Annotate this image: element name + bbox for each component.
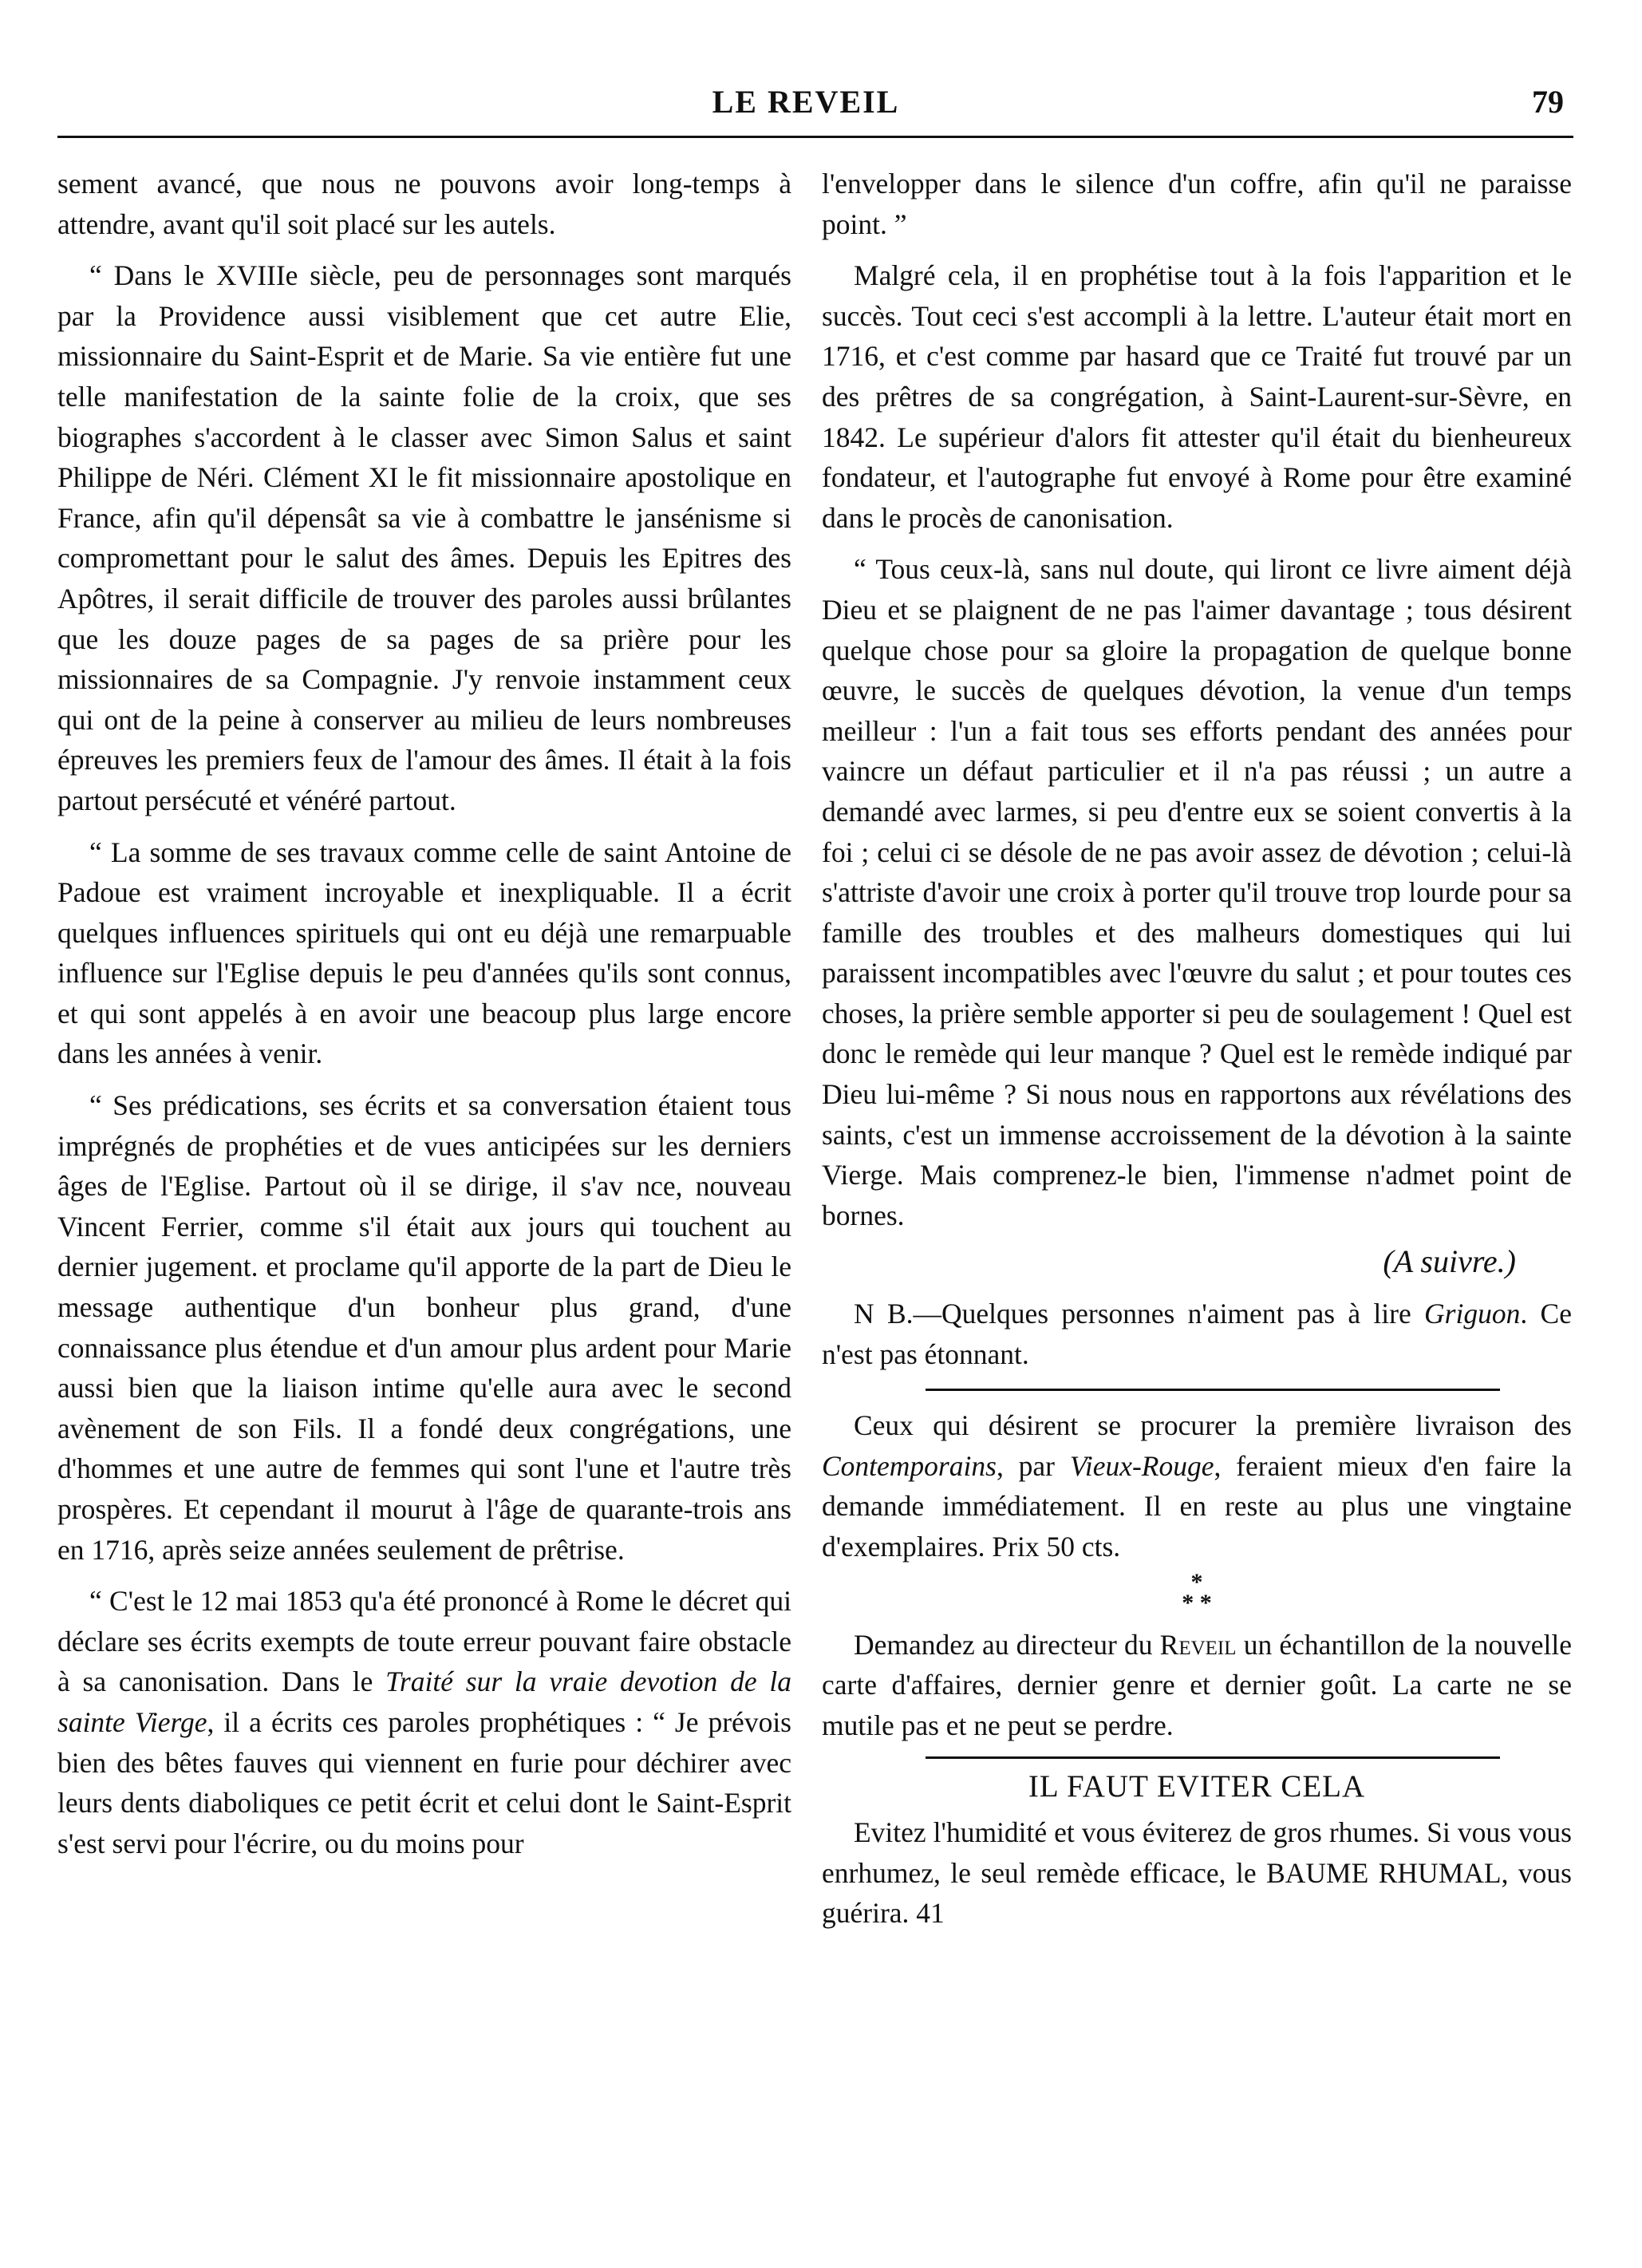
page-header (48, 77, 1564, 124)
text-run: “ C'est le 12 mai 1853 qu'a été prononcé à Rome le décret qui déclare ses écrits exempts de toute erreur pouvant faire obstacle à sa canonisation. Dans le (57, 1585, 791, 1698)
text-run: . Ce n'est pas étonnant. (822, 1298, 1572, 1370)
notice-carte-affaires (822, 1625, 1572, 1746)
text-run: N B.—Quelques personnes n'aiment pas à lire (854, 1298, 1425, 1330)
header-rule (57, 136, 1573, 138)
author-name: Vieux-Rouge (1069, 1449, 1214, 1482)
text-run: , feraient mieux d'en faire la demande immédiatement. Il en reste au plus une vingtaine d'exemplaires. Prix 50 cts. (822, 1449, 1572, 1563)
text-run: Demandez au directeur du (854, 1628, 1160, 1661)
asterism: * * * (1182, 1568, 1212, 1616)
journal-name: Reveil (1159, 1628, 1237, 1661)
ad-title: IL FAUT EVITER CELA (1028, 1769, 1366, 1804)
text-run: , par (996, 1449, 1070, 1482)
paragraph: “ Tous ceux-là, sans nul doute, qui liront ce livre aiment déjà Dieu et se plaignent de ne pas l'aimer davantage ; tous désirent quelque chose pour sa gloire la propagation de quelque bonne œuvre, le succès de quelques dévotion, la venue d'un temps meilleur : l'un a fait tous ses efforts pendant des années pour vaincre un défaut particulier et il n'a pas réussi ; un autre a demandé avec larmes, si peu d'entre eux se soient convertis à la foi ; celui ci se désole de ne pas avoir assez de dévotion ; celui-là s'attriste d'avoir une croix à porter qu'il trouve trop lourde pour sa famille des troubles et des malheurs domestiques qui lui paraissent incompatibles avec l'œuvre du salut ; et pour toutes ces choses, la prière semble apporter si peu de soulagement ! Quel est donc le remède qui leur manque ? Quel est le remède indiqué par Dieu lui-même ? Si nous nous en rapportons aux révélations des saints, c'est un immense accroissement de la dévotion à la sainte Vierge. Mais comprenez-le bien, l'immense n'admet point de bornes. (822, 553, 1572, 1231)
separator-rule (926, 1389, 1500, 1391)
paragraph: sement avancé, que nous ne pouvons avoir long-temps à attendre, avant qu'il soit placé sur les autels. (57, 168, 791, 240)
publication-title: Contemporains (822, 1449, 997, 1482)
text-run: Ceux qui désirent se procurer la première livraison des (854, 1409, 1572, 1442)
name: Griguon (1424, 1298, 1521, 1330)
paragraph (57, 1581, 791, 1863)
ad-text: Evitez l'humidité et vous éviterez de gros rhumes. Si vous vous enrhumez, le seul remède efficace, le BAUME RHUMAL, vous guérira. 41 (822, 1816, 1572, 1930)
page-number: 79 (1532, 84, 1564, 120)
text-run: , il a écrits ces paroles prophétiques : “ Je prévois bien des bêtes fauves qui viennent en furie pour déchirer avec leurs dents diaboliques ce petit écrit et celui dont le Saint-Esprit s'est servi pour l'écrire, ou du moins pour (57, 1705, 791, 1859)
a-suivre: (A suivre.) (1383, 1243, 1516, 1280)
paragraph: “ Ses prédications, ses écrits et sa conversation étaient tous imprégnés de prophéties et de vues anticipées sur les derniers âges de l'Eglise. Partout où il se dirige, il s'av nce, nouveau Vincent Ferrier, comme s'il était aux jours qui touchent au dernier jugement. et proclame qu'il apporte de la part de Dieu le message authentique d'un bonheur plus grand, d'une connaissance plus étendue et d'un amour plus ardent pour Marie aussi bien que la liaison intime qu'elle aura avec le second avènement de son Fils. Il a fondé deux congrégations, une d'hommes et une autre de femmes qui sont l'une et l'autre très prospères. Et cependant il mourut à l'âge de quarante-trois ans en 1716, après seize années seulement de prêtrise. (57, 1089, 791, 1566)
right-column (822, 164, 1572, 1934)
text-run: un échantillon de la nouvelle carte d'affaires, dernier genre et dernier goût. La carte ne se mutile pas et ne peut se perdre. (822, 1628, 1572, 1741)
paragraph: “ Dans le XVIIIe siècle, peu de personnages sont marqués par la Providence aussi visiblement que cet autre Elie, missionnaire du Saint-Esprit et de Marie. Sa vie entière fut une telle manifestation de la sainte folie de la croix, que ses biographes s'accordent à le classer avec Simon Salus et saint Philippe de Néri. Clément XI le fit missionnaire apostolique en France, afin qu'il dépensât sa vie à combattre le jansénisme si compromettant pour le salut des âmes. Depuis les Epitres des Apôtres, il serait difficile de trouver des paroles aussi brûlantes que les douze pages de sa pages de sa prière pour les missionnaires de sa Compagnie. J'y renvoie instamment ceux qui ont de la peine à conserver au milieu de leurs nombreuses épreuves les premiers feux de l'amour des âmes. Il était à la fois partout persécuté et vénéré partout. (57, 259, 791, 816)
paragraph: “ La somme de ses travaux comme celle de saint Antoine de Padoue est vraiment incroyable et inexpliquable. Il a écrit quelques influences spirituels qui ont eu déjà une remarpuable influence sur l'Eglise depuis le peu d'années qu'ils sont connus, et qui sont appelés à en avoir une beacoup plus large encore dans les années à venir. (57, 836, 791, 1070)
running-title: LE REVEIL (712, 84, 900, 120)
book-title: Traité sur la vraie devotion de la sainte Vierge (57, 1665, 791, 1738)
nota-bene (822, 1294, 1572, 1374)
paragraph: l'envelopper dans le silence d'un coffre, afin qu'il ne paraisse point. ” (822, 168, 1572, 240)
notice-contemporains (822, 1405, 1572, 1567)
paragraph: Malgré cela, il en prophétise tout à la fois l'apparition et le succès. Tout ceci s'est accompli à la lettre. L'auteur était mort en 1716, et c'est comme par hasard que ce Traité fut trouvé par un des prêtres de sa congrégation, à Saint-Laurent-sur-Sèvre, en 1842. Le supérieur d'alors fit attester qu'il était du bienheureux fondateur, et l'autographe fut envoyé à Rome pour être examiné dans le procès de canonisation. (822, 259, 1572, 534)
separator-rule (926, 1756, 1500, 1759)
left-column (57, 164, 791, 1863)
